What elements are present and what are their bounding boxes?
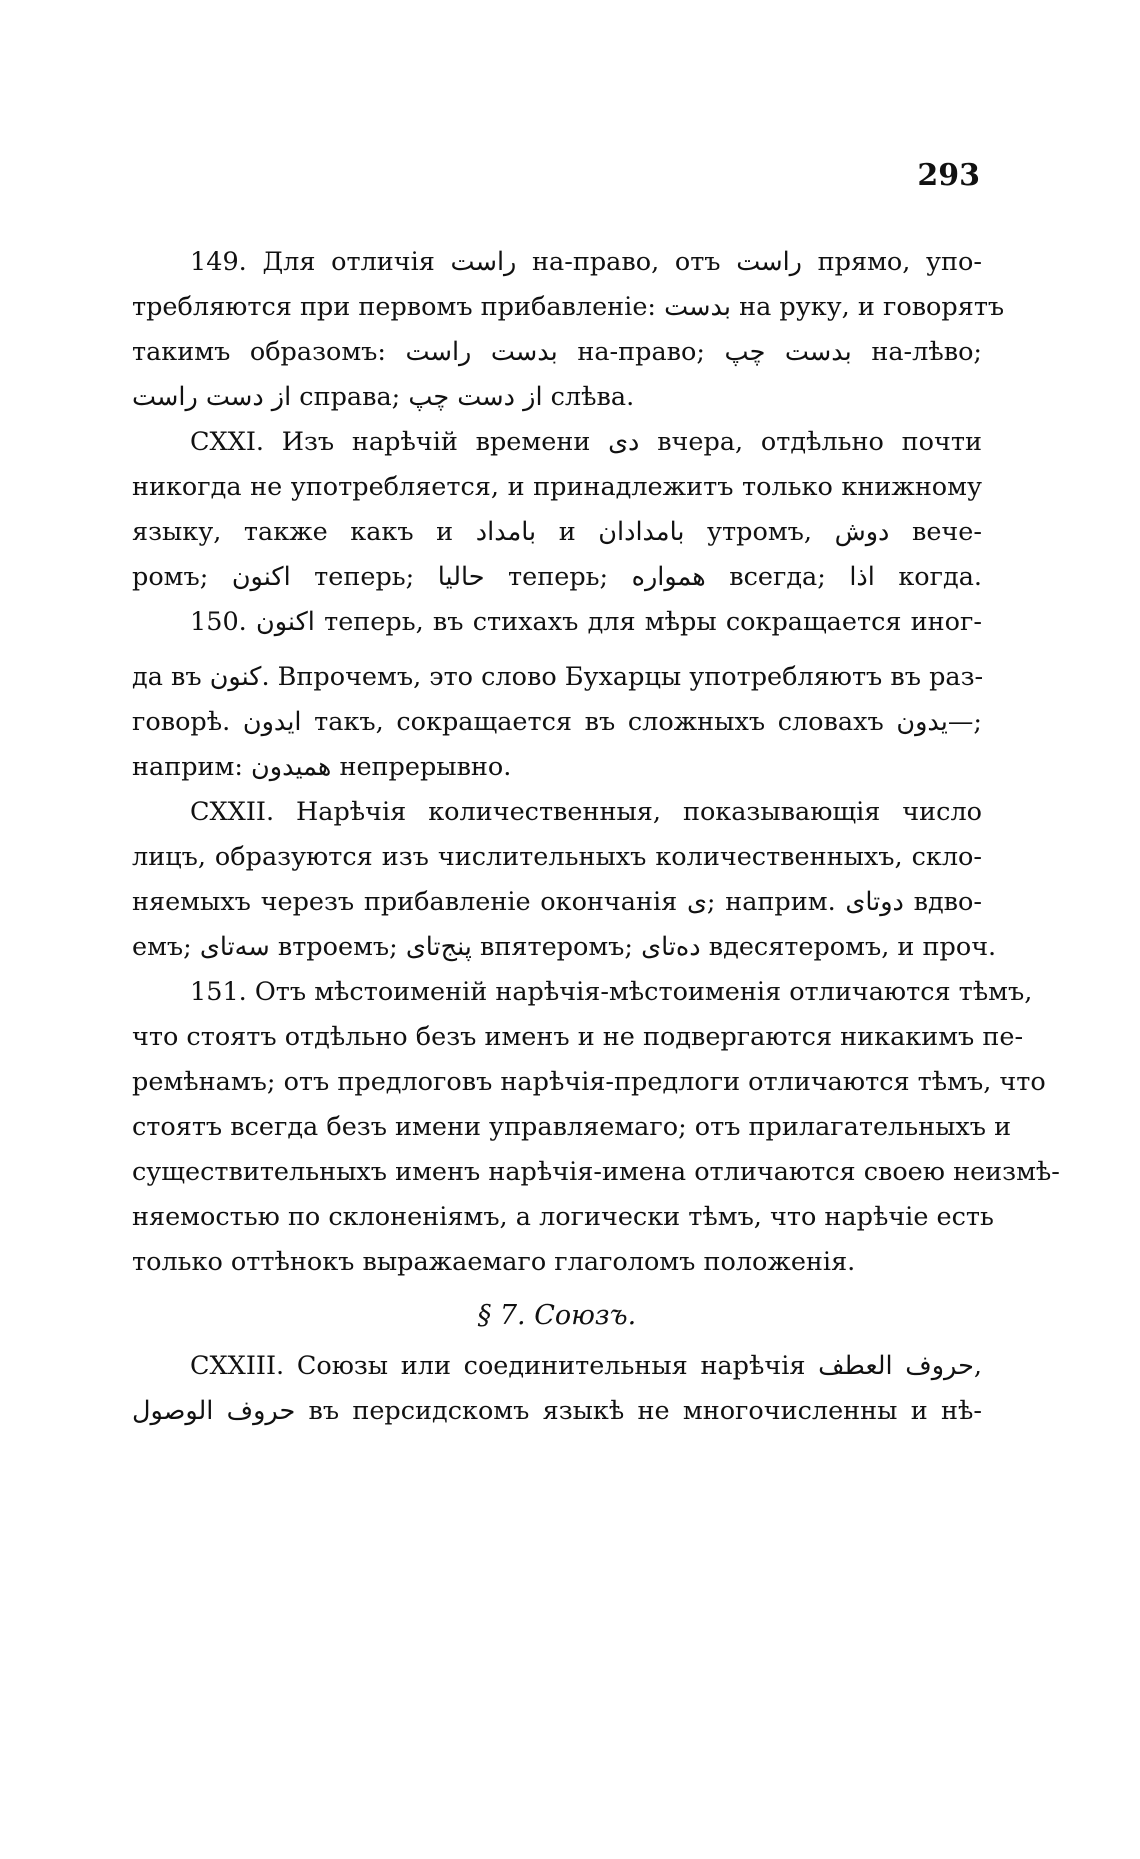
text-line: наприм: همیدون непрерывно. [132, 752, 512, 782]
text-line: что стоятъ отдѣльно безъ именъ и не подвергаются никакимъ пе- [132, 1022, 1024, 1052]
text-line: ромъ; اکنون теперь; حالیا теперь; همواره всегда; اذا когда. [132, 562, 983, 592]
text-line: CXXIII. Союзы или соединительныя нарѣчія حروف العطف, [190, 1351, 982, 1381]
text-line: 149. Для отличія راست на-право, отъ راست прямо, упо- [190, 247, 982, 277]
text-line: никогда не употребляется, и принадлежитъ только книжному [132, 472, 982, 502]
text-line: языку, также какъ и بامداد и بامدادان утромъ, دوش вече- [132, 517, 983, 547]
text-line: существительныхъ именъ нарѣчія-имена отличаются своею неизмѣ- [132, 1157, 1060, 1187]
text-line: CXXII. Нарѣчія количественныя, показывающія число [190, 797, 982, 827]
text-line: говорѣ. ایدون такъ, сокращается въ сложныхъ словахъ یدون—; [132, 707, 982, 737]
page-number: 293 [917, 158, 980, 193]
section-heading: § 7. Союзъ. [477, 1300, 637, 1331]
text-line: только оттѣнокъ выражаемаго глаголомъ положенія. [132, 1247, 856, 1277]
text-line: CXXI. Изъ нарѣчій времени دی вчера, отдѣльно почти [190, 427, 982, 457]
text-line: требляются при первомъ прибавленіе: بدست на руку, и говорятъ [132, 292, 1005, 322]
text-line: 151. Отъ мѣстоименій нарѣчія-мѣстоименія отличаются тѣмъ, [190, 977, 1033, 1007]
text-line: лицъ, образуются изъ числительныхъ количественныхъ, скло- [132, 842, 982, 872]
text-line: ремѣнамъ; отъ предлоговъ нарѣчія-предлоги отличаются тѣмъ, что [132, 1067, 1046, 1097]
text-line: да въ کنون. Впрочемъ, это слово Бухарцы употребляютъ въ раз- [132, 662, 984, 692]
text-line: няемыхъ черезъ прибавленіе окончанія ی; наприм. دوتای вдво- [132, 887, 982, 917]
text-line: از دست راست справа; از دست چپ слѣва. [132, 382, 635, 412]
text-line: такимъ образомъ: بدست راست на-право; بدست چپ на-лѣво; [132, 337, 983, 367]
text-block [132, 240, 1060, 1434]
text-line: حروف الوصول въ персидскомъ языкѣ не многочисленны и нѣ- [132, 1396, 982, 1426]
text-line: стоятъ всегда безъ имени управляемаго; отъ прилагательныхъ и [132, 1112, 1012, 1142]
text-line: емъ; سه‌تای втроемъ; پنج‌تای впятеромъ; ده‌تای вдесятеромъ, и проч. [132, 932, 997, 962]
text-line: 150. اکنون теперь, въ стихахъ для мѣры сокращается иног- [190, 607, 983, 637]
text-line: няемостью по склоненіямъ, а логически тѣмъ, что нарѣчіе есть [132, 1202, 994, 1232]
